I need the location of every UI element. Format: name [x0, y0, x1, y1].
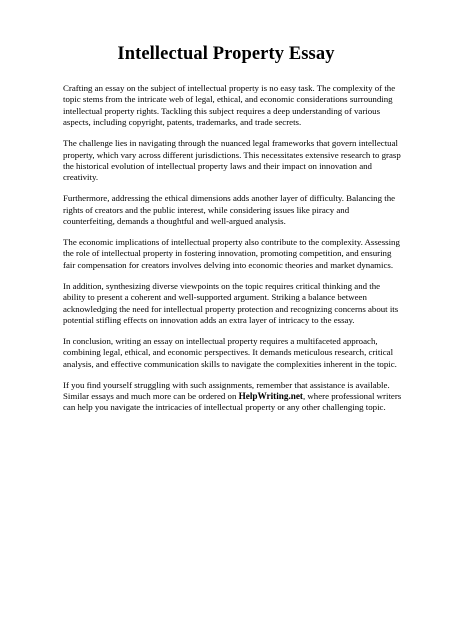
- paragraph-economic-implications: The economic implications of intellectual property also contribute to the complexity. Assessing the role of intellectual property in fostering innovation, promoting competition, and ensuring fair compensation for creators involves delving into economic theories and market dynamics.: [63, 236, 400, 270]
- paragraph-ethical-dimensions: Furthermore, addressing the ethical dimensions adds another layer of difficulty. Balancing the rights of creators and the public interest, while considering issues like piracy and counterfeiting, demands a thoughtful and well-argued analysis.: [63, 193, 396, 227]
- paragraph-legal-challenge: The challenge lies in navigating through the nuanced legal frameworks that govern intellectual property, which vary across different jurisdictions. This necessitates extensive research to grasp the historical evolution of intellectual property laws and their impact on innovation and creativity.: [63, 138, 401, 183]
- document-title: Intellectual Property Essay: [117, 44, 335, 64]
- helpwriting-link[interactable]: HelpWriting.net: [238, 390, 303, 401]
- paragraph-conclusion: In conclusion, writing an essay on intellectual property requires a multifaceted approach, combining legal, ethical, and economic perspectives. It demands meticulous research, critical analysis, and effective communication skills to navigate the complexities inherent in the topic.: [63, 335, 397, 369]
- paragraph-synthesis: In addition, synthesizing diverse viewpoints on the topic requires critical thinking and the ability to present a coherent and well-supported argument. Striking a balance between acknowledging the need for intellectual property protection and recognizing concerns about its potential stifling effects on innovation adds an extra layer of intricacy to the essay.: [63, 280, 399, 325]
- paragraph-intro: Crafting an essay on the subject of intellectual property is no easy task. The complexity of the topic stems from the intricate web of legal, ethical, and economic considerations surrounding intellectual property rights. Tackling this subject requires a deep understanding of various aspects, including copyright, patents, trademarks, and trade secrets.: [63, 83, 396, 128]
- assistance-text-before: If you find yourself struggling with such assignments, remember that assistance is available. Similar essays and much more can be ordered on: [63, 379, 390, 401]
- document-body: [63, 83, 403, 423]
- paragraph-assistance: [63, 380, 403, 414]
- assistance-text-after: , where professional writers can help you navigate the intricacies of intellectual property or any other challenging topic.: [63, 390, 402, 413]
